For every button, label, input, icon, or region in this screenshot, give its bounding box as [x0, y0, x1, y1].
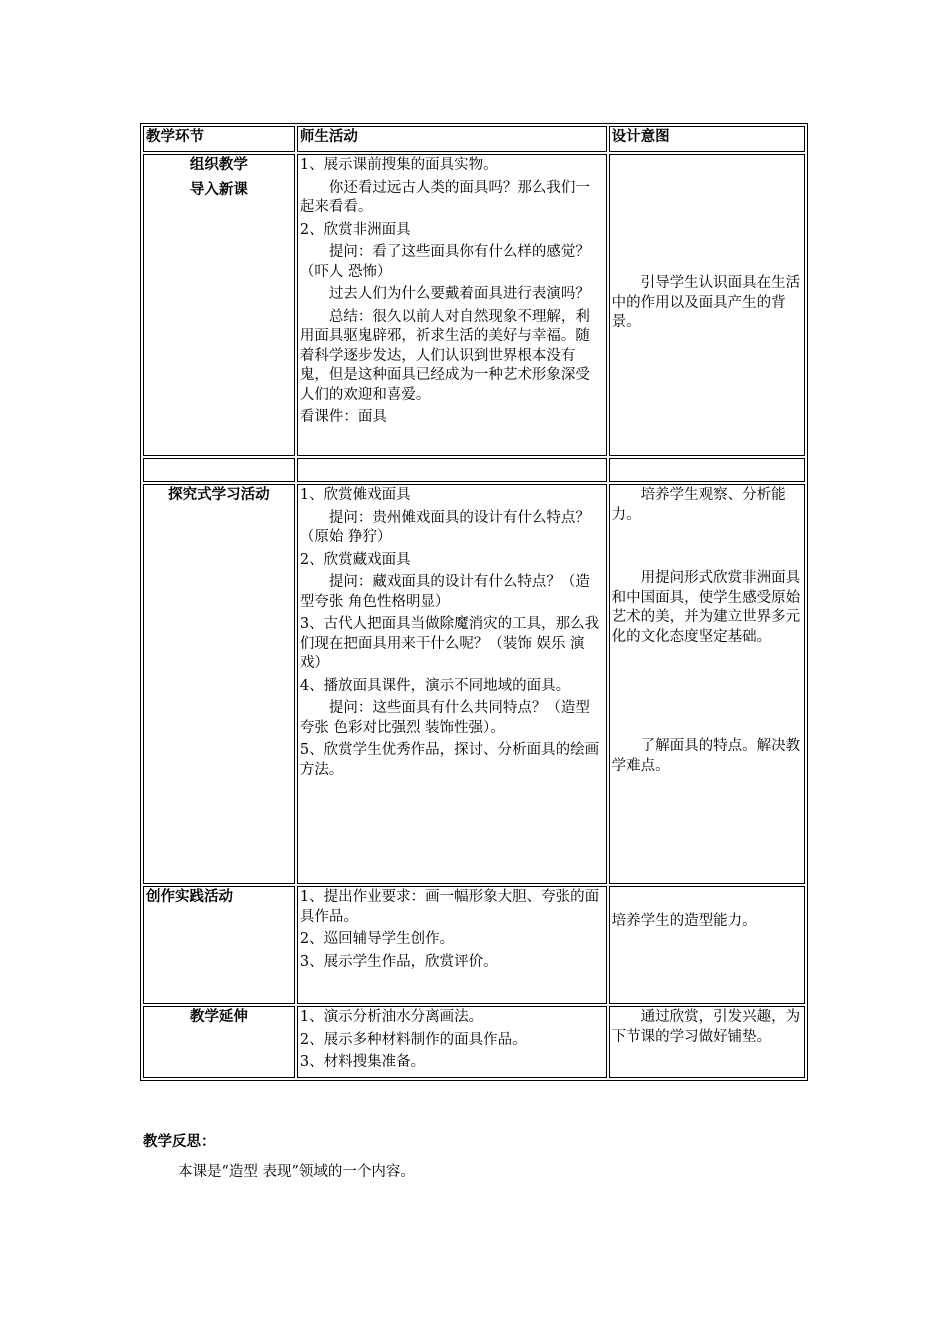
activity-cell: [297, 484, 607, 884]
activity-item: 3、展示学生作品，欣赏评价。: [299, 953, 498, 970]
empty-cell: [143, 458, 295, 482]
intent-cell: [609, 484, 805, 884]
activity-item: 你还看过远古人类的面具吗？那么我们一起来看看。: [299, 179, 590, 215]
activity-item: 1、演示分析油水分离画法。: [299, 1009, 484, 1025]
intent-cell: [609, 1006, 805, 1078]
table-header-row: [143, 126, 805, 152]
stage-label: 探究式学习活动: [168, 487, 270, 503]
lesson-plan-table: [140, 123, 808, 1081]
activity-item: 2、展示多种材料制作的面具作品。: [299, 1031, 527, 1048]
activity-cell: [297, 1006, 607, 1078]
intent-text: 培养学生的造型能力。: [611, 913, 757, 929]
stage-cell: [143, 886, 295, 1004]
header-stage: 教学环节: [143, 126, 295, 152]
activity-item: 1、欣赏傩戏面具: [299, 487, 411, 503]
intent-text: 了解面具的特点。解决教学难点。: [611, 738, 801, 774]
intent-text: 培养学生观察、分析能力。: [611, 487, 786, 523]
table-row: [143, 154, 805, 456]
activity-item: 1、提出作业要求：画一幅形象大胆、夸张的面具作品。: [299, 889, 600, 925]
stage-label: 组织教学: [189, 157, 248, 173]
activity-item: 提问：看了这些面具你有什么样的感觉？（吓人 恐怖）: [299, 244, 590, 280]
activity-item: 1、展示课前搜集的面具实物。: [299, 157, 498, 173]
stage-cell: [143, 484, 295, 884]
stage-label: 导入新课: [189, 181, 248, 198]
intent-text: 引导学生认识面具在生活中的作用以及面具产生的背景。: [611, 275, 801, 331]
table-row: [143, 886, 805, 1004]
activity-cell: [297, 886, 607, 1004]
activity-cell: [297, 154, 607, 456]
intent-cell: [609, 154, 805, 456]
activity-item: 总结：很久以前人对自然现象不理解，利用面具驱鬼辟邪，祈求生活的美好与幸福。随着科学逐步发达，人们认识到世界根本没有鬼，但是这种面具已经成为一种艺术形象深受人们的欢迎和喜爱。: [299, 308, 590, 403]
activity-item: 2、欣赏非洲面具: [299, 221, 411, 238]
stage-cell: [143, 154, 295, 456]
empty-cell: [609, 458, 805, 482]
activity-item: 2、欣赏藏戏面具: [299, 551, 411, 568]
table-row: [143, 1006, 805, 1078]
activity-item: 过去人们为什么要戴着面具进行表演吗？: [328, 286, 590, 302]
activity-item: 提问：这些面具有什么共同特点？（造型夸张 色彩对比强烈 装饰性强）。: [299, 700, 590, 736]
activity-item: 3、古代人把面具当做除魔消灾的工具，那么我们现在把面具用来干什么呢？（装饰 娱乐 演戏）: [299, 616, 600, 671]
activity-item: 4、播放面具课件，演示不同地域的面具。: [299, 677, 571, 694]
activity-item: 5、欣赏学生优秀作品，探讨、分析面具的绘画方法。: [299, 742, 600, 778]
stage-label: 创作实践活动: [146, 889, 233, 905]
activity-item: 3、材料搜集准备。: [299, 1054, 426, 1070]
intent-cell: [609, 886, 805, 1004]
header-activity: 师生活动: [297, 126, 607, 152]
table-row: [143, 484, 805, 884]
intent-text: 用提问形式欣赏非洲面具和中国面具，使学生感受原始艺术的美，并为建立世界多元化的文化态度坚定基础。: [611, 570, 801, 645]
stage-cell: [143, 1006, 295, 1078]
empty-cell: [297, 458, 607, 482]
activity-item: 提问：贵州傩戏面具的设计有什么特点？（原始 狰狞）: [299, 509, 590, 545]
activity-item: 2、巡回辅导学生创作。: [299, 931, 455, 947]
empty-row: [143, 458, 805, 482]
activity-item: 看课件：面具: [299, 409, 387, 425]
intent-text: 通过欣赏，引发兴趣，为下节课的学习做好铺垫。: [611, 1009, 801, 1045]
reflection-title: 教学反思：: [143, 1134, 216, 1150]
activity-item: 提问：藏戏面具的设计有什么特点？（造型夸张 角色性格明显）: [299, 574, 590, 610]
header-intent: 设计意图: [609, 126, 805, 152]
reflection-text: 本课是“造型 表现”领域的一个内容。: [178, 1164, 415, 1180]
stage-label: 教学延伸: [189, 1009, 248, 1025]
